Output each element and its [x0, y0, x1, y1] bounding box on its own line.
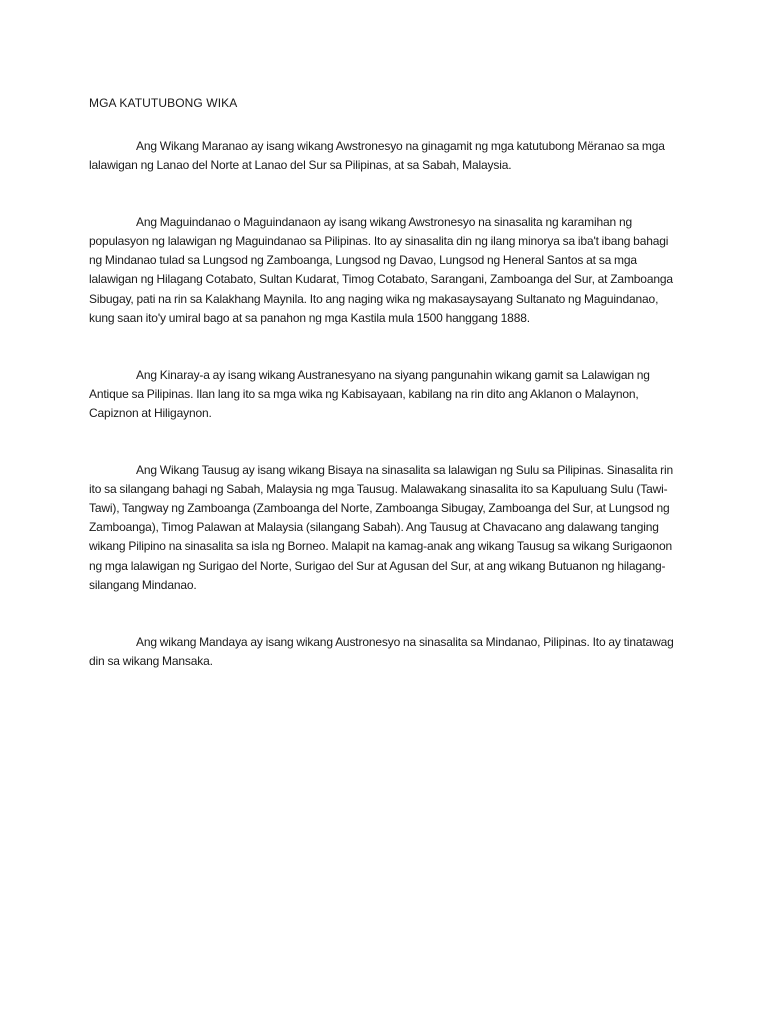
- paragraph-tausug: Ang Wikang Tausug ay isang wikang Bisaya na sinasalita sa lalawigan ng Sulu sa Pilipinas. Sinasalita rin ito sa silangang bahagi ng Sabah, Malaysia ng mga Tausug. Malawakang sinasalita ito sa Kapuluang Sulu (Tawi-Tawi), Tangway ng Zamboanga (Zamboanga del Norte, Zamboanga Sibugay, Zamboanga del Sur, at Lungsod ng Zamboanga), Timog Palawan at Malaysia (silangang Sabah). Ang Tausug at Chavacano ang dalawang tanging wikang Pilipino na sinasalita sa isla ng Borneo. Malapit na kamag-anak ang wikang Tausug sa wikang Surigaonon ng mga lalawigan ng Surigao del Norte, Surigao del Sur at Agusan del Sur, at ang wikang Butuanon ng hilagang-silangang Mindanao.: [89, 463, 674, 592]
- paragraph-maguindanao: Ang Maguindanao o Maguindanaon ay isang wikang Awstronesyo na sinasalita ng karamihan ng populasyon ng lalawigan ng Maguindanao sa Pilipinas. Ito ay sinasalita din ng ilang minorya sa iba't ibang bahagi ng Mindanao tulad sa Lungsod ng Zamboanga, Lungsod ng Davao, Lungsod ng Heneral Santos at sa mga lalawigan ng Hilagang Cotabato, Sultan Kudarat, Timog Cotabato, Sarangani, Zamboanga del Sur, at Zamboanga Sibugay, pati na rin sa Kalakhang Maynila. Ito ang naging wika ng makasaysayang Sultanato ng Maguindanao, kung saan ito'y umiral bago at sa panahon ng mga Kastila mula 1500 hanggang 1888.: [89, 215, 673, 325]
- paragraph-mandaya: Ang wikang Mandaya ay isang wikang Austronesyo na sinasalita sa Mindanao, Pilipinas. Ito ay tinatawag din sa wikang Mansaka.: [89, 634, 674, 668]
- document-page: [89, 94, 681, 671]
- document-title: MGA KATUTUBONG WIKA: [89, 96, 238, 110]
- paragraph-maranao: Ang Wikang Maranao ay isang wikang Awstronesyo na ginagamit ng mga katutubong Mëranao sa mga lalawigan ng Lanao del Norte at Lanao del Sur sa Pilipinas, at sa Sabah, Malaysia.: [89, 139, 665, 173]
- paragraph-kinaray-a: Ang Kinaray-a ay isang wikang Austranesyano na siyang pangunahin wikang gamit sa Lalawigan ng Antique sa Pilipinas. Ilan lang ito sa mga wika ng Kabisayaan, kabilang na rin dito ang Aklanon o Malaynon, Capiznon at Hiligaynon.: [89, 367, 650, 420]
